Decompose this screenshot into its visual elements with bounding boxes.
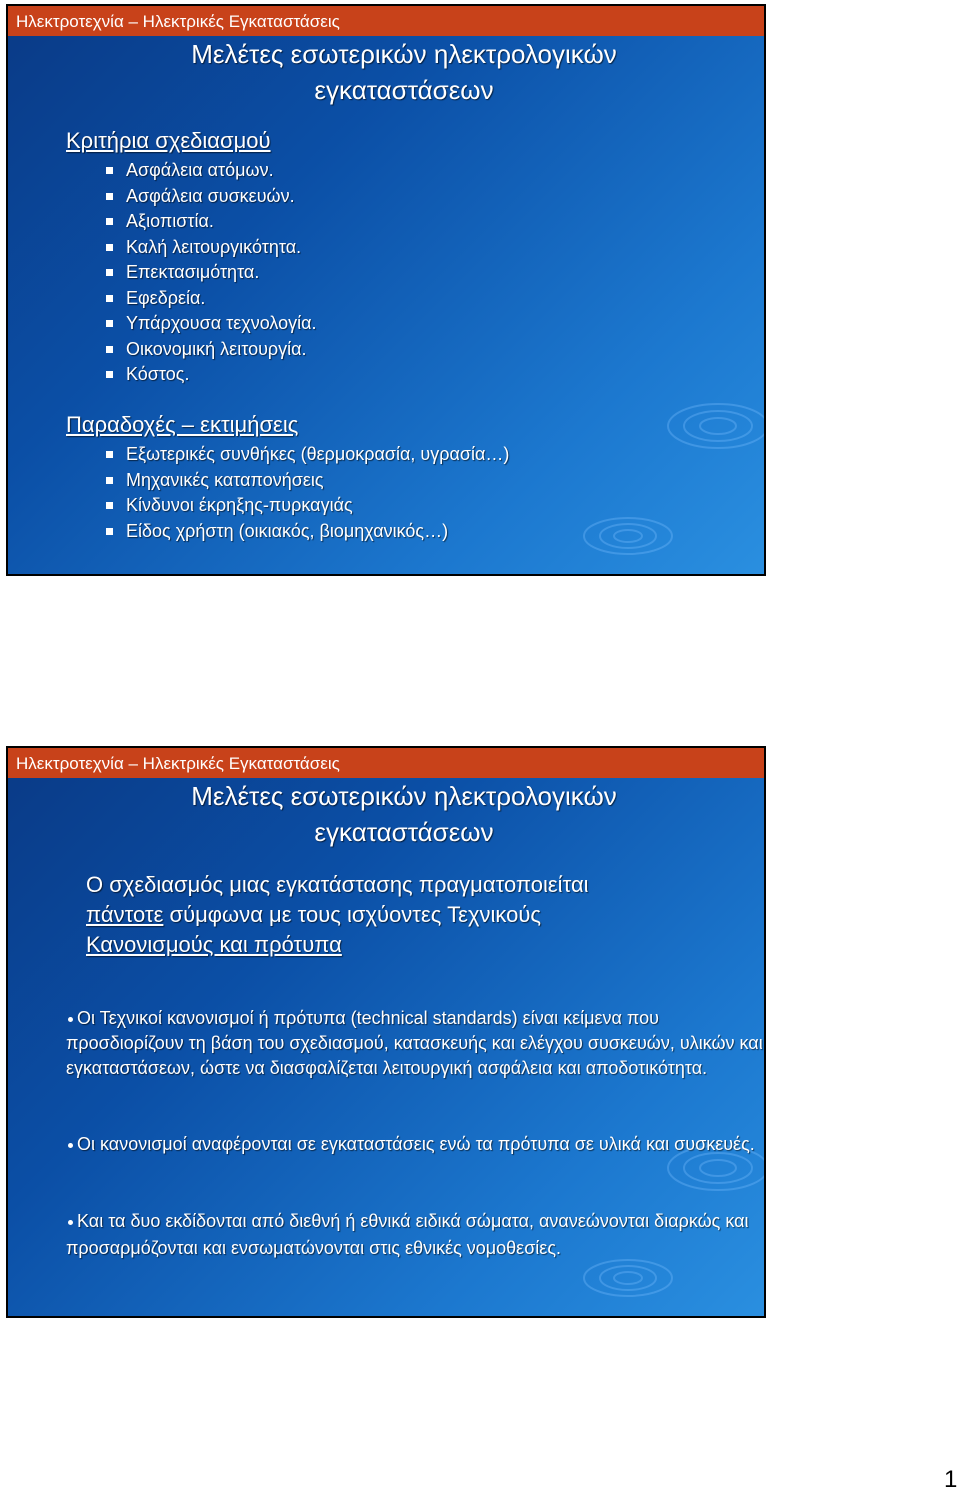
square-bullet-icon: [106, 218, 113, 225]
design-criteria-list: [106, 158, 317, 388]
slide-title-line1: Μελέτες εσωτερικών ηλεκτρολογικών: [191, 781, 617, 811]
square-bullet-icon: [106, 477, 113, 484]
square-bullet-icon: [106, 295, 113, 302]
list-item: Οικονομική λειτουργία.: [106, 337, 317, 363]
square-bullet-icon: [106, 528, 113, 535]
list-item: Υπάρχουσα τεχνολογία.: [106, 311, 317, 337]
square-bullet-icon: [106, 167, 113, 174]
bullet-dot-icon: [68, 1220, 73, 1225]
square-bullet-icon: [106, 244, 113, 251]
square-bullet-icon: [106, 193, 113, 200]
intro-statement: Ο σχεδιασμός μιας εγκατάστασης πραγματοποιείται πάντοτε σύμφωνα με τους ισχύοντες Τεχνικούς Κανονισμούς και πρότυπα: [86, 872, 589, 957]
list-item: Ασφάλεια συσκευών.: [106, 184, 317, 210]
bullet-dot-icon: [68, 1017, 73, 1022]
slide-1: [6, 4, 766, 576]
square-bullet-icon: [106, 269, 113, 276]
assumptions-heading: Παραδοχές – εκτιμήσεις: [66, 412, 299, 437]
slide-title: [8, 36, 766, 108]
list-item: Ασφάλεια ατόμων.: [106, 158, 317, 184]
list-item: Επεκτασιμότητα.: [106, 260, 317, 286]
paragraph-standards-definition: Οι Τεχνικοί κανονισμοί ή πρότυπα (technical standards) είναι κείμενα που προσδιορίζουν τη βάση του σχεδιασμού, κατασκευής και ελέγχου συσκευών, υλικών και εγκαταστάσεων, ώστε να διασφαλίζεται λειτουργική ασφάλεια και αποδοτικότητα.: [66, 1008, 763, 1078]
list-item: Εξωτερικές συνθήκες (θερμοκρασία, υγρασία…): [106, 442, 509, 468]
water-ripple-decoration: [568, 1078, 766, 1318]
slide-header: [8, 748, 764, 778]
square-bullet-icon: [106, 451, 113, 458]
list-item: Καλή λειτουργικότητα.: [106, 235, 317, 261]
square-bullet-icon: [106, 320, 113, 327]
list-item: Αξιοπιστία.: [106, 209, 317, 235]
slide-header: [8, 6, 764, 36]
square-bullet-icon: [106, 346, 113, 353]
design-criteria-heading: Κριτήρια σχεδιασμού: [66, 128, 271, 153]
slide-title-line2: εγκαταστάσεων: [314, 817, 494, 847]
slide-title-line1: Μελέτες εσωτερικών ηλεκτρολογικών: [191, 39, 617, 69]
emphasis-always: πάντοτε: [86, 902, 164, 927]
bullet-dot-icon: [68, 1143, 73, 1148]
list-item: Κίνδυνοι έκρηξης-πυρκαγιάς: [106, 493, 509, 519]
assumptions-list: [106, 442, 509, 544]
square-bullet-icon: [106, 502, 113, 509]
list-item: Είδος χρήστη (οικιακός, βιομηχανικός…): [106, 519, 509, 545]
water-ripple-decoration: [568, 336, 766, 576]
list-item: Μηχανικές καταπονήσεις: [106, 468, 509, 494]
list-item: Εφεδρεία.: [106, 286, 317, 312]
slide-title: [8, 778, 766, 850]
paragraph-regulations-scope: Οι κανονισμοί αναφέρονται σε εγκαταστάσεις ενώ τα πρότυπα σε υλικά και συσκευές.: [66, 1132, 766, 1157]
slide-title-line2: εγκαταστάσεων: [314, 75, 494, 105]
slide-2: [6, 746, 766, 1318]
header-text: Ηλεκτροτεχνία – Ηλεκτρικές Εγκαταστάσεις: [16, 12, 340, 31]
square-bullet-icon: [106, 371, 113, 378]
page-number: 1: [944, 1466, 958, 1493]
list-item: Κόστος.: [106, 362, 317, 388]
paragraph-issuing-bodies: Και τα δυο εκδίδονται από διεθνή ή εθνικά ειδικά σώματα, ανανεώνονται διαρκώς και προσαρμόζονται και ενσωματώνονται στις εθνικές νομοθεσίες.: [66, 1211, 749, 1258]
emphasis-regulations: Κανονισμούς και πρότυπα: [86, 932, 342, 957]
header-text: Ηλεκτροτεχνία – Ηλεκτρικές Εγκαταστάσεις: [16, 754, 340, 773]
